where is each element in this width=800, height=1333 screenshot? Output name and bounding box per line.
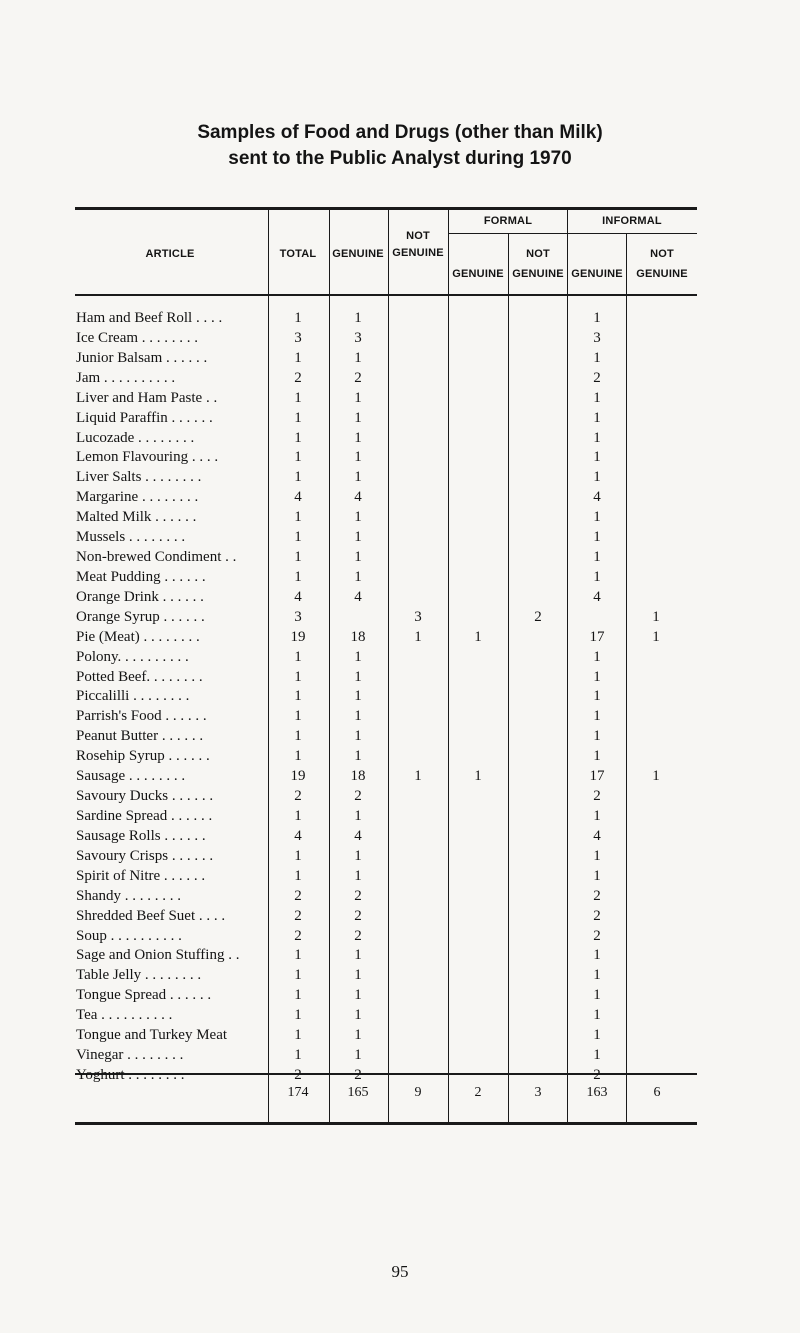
article-name: Spirit of Nitre . . . . . .: [76, 867, 206, 884]
article-name: Piccalilli . . . . . . . .: [76, 688, 190, 705]
cell-genuine: 1: [354, 867, 362, 884]
cell-not-genuine: 1: [414, 628, 422, 645]
table-row: [0, 467, 800, 487]
article-name: Yoghurt . . . . . . . .: [76, 1066, 185, 1083]
article-name: Tea . . . . . . . . . .: [76, 1007, 173, 1024]
header-formal: FORMAL: [483, 215, 533, 227]
cell-total: 19: [290, 628, 306, 645]
cell-total: 1: [294, 529, 302, 546]
formal-informal-rule: [448, 233, 697, 234]
cell-total: 2: [294, 369, 302, 386]
table-row: [0, 627, 800, 647]
cell-informal-genuine: 1: [593, 349, 601, 366]
cell-total: 1: [294, 728, 302, 745]
article-name: Sausage Rolls . . . . . .: [76, 827, 206, 844]
cell-informal-genuine: 1: [593, 748, 601, 765]
cell-total: 1: [294, 1007, 302, 1024]
cell-informal-genuine: 1: [593, 449, 601, 466]
cell-informal-genuine: 3: [593, 329, 601, 346]
cell-total: 1: [294, 409, 302, 426]
cell-formal-genuine: 1: [474, 628, 482, 645]
article-name: Potted Beef. . . . . . . .: [76, 668, 203, 685]
table-row: [0, 348, 800, 368]
cell-genuine: 1: [354, 748, 362, 765]
cell-total: 3: [294, 608, 302, 625]
cell-total: 1: [294, 429, 302, 446]
cell-genuine: 1: [354, 808, 362, 824]
cell-genuine: 18: [350, 768, 366, 785]
cell-informal-genuine: 1: [593, 469, 601, 486]
article-name: Sardine Spread . . . . . .: [76, 808, 213, 824]
table-row: [0, 607, 800, 627]
cell-informal-genuine: 1: [593, 847, 601, 864]
cell-total: 19: [290, 768, 306, 785]
cell-total: 1: [294, 509, 302, 526]
cell-informal-genuine: 1: [593, 509, 601, 526]
article-name: Ham and Beef Roll . . . .: [76, 310, 223, 326]
table-row: [0, 726, 800, 746]
cell-informal-genuine: 2: [593, 788, 601, 805]
page-title: Samples of Food and Drugs (other than Milk): [197, 122, 603, 143]
cell-genuine: 2: [354, 927, 362, 944]
cell-genuine: 1: [354, 668, 362, 685]
cell-total: 1: [294, 847, 302, 864]
header-informal: INFORMAL: [602, 215, 662, 227]
table-row: [0, 866, 800, 886]
table-row: [0, 428, 800, 448]
cell-genuine: 1: [354, 469, 362, 486]
table-row: [0, 846, 800, 866]
article-name: Junior Balsam . . . . . .: [76, 349, 208, 366]
table-row: [0, 1025, 800, 1045]
total-sum: 174: [287, 1085, 309, 1100]
table-row: [0, 806, 800, 826]
article-name: Lucozade . . . . . . . .: [76, 429, 195, 446]
article-name: Vinegar . . . . . . . .: [76, 1047, 184, 1064]
table-row: [0, 766, 800, 786]
cell-informal-genuine: 1: [593, 728, 601, 745]
cell-genuine: 1: [354, 409, 362, 426]
formal-genuine-sum: 2: [474, 1085, 482, 1100]
cell-total: 1: [294, 967, 302, 984]
cell-informal-genuine: 1: [593, 688, 601, 705]
cell-genuine: 1: [354, 987, 362, 1004]
informal-not-genuine-sum: 6: [653, 1085, 661, 1100]
table-row: [0, 647, 800, 667]
cell-total: 1: [294, 748, 302, 765]
article-name: Lemon Flavouring . . . .: [76, 449, 219, 466]
article-name: Tongue Spread . . . . . .: [76, 987, 212, 1004]
article-name: Polony. . . . . . . . . .: [76, 648, 189, 665]
cell-informal-not-genuine: 1: [652, 628, 660, 645]
article-name: Meat Pudding . . . . . .: [76, 568, 206, 585]
cell-genuine: 1: [354, 648, 362, 665]
cell-informal-not-genuine: 1: [652, 768, 660, 785]
cell-informal-genuine: 2: [593, 907, 601, 924]
header-informal-not-bottom: GENUINE: [636, 268, 688, 280]
cell-genuine: 4: [354, 588, 362, 605]
table-row: [0, 826, 800, 846]
table-row: [0, 926, 800, 946]
cell-total: 4: [294, 588, 302, 605]
cell-informal-genuine: 1: [593, 808, 601, 824]
article-name: Orange Syrup . . . . . .: [76, 608, 205, 625]
cell-total: 1: [294, 389, 302, 406]
cell-formal-not-genuine: 2: [534, 608, 542, 625]
cell-genuine: 1: [354, 349, 362, 366]
table-row: [0, 786, 800, 806]
cell-informal-genuine: 1: [593, 668, 601, 685]
article-name: Peanut Butter . . . . . .: [76, 728, 204, 745]
table-row: [0, 1005, 800, 1025]
cell-total: 1: [294, 648, 302, 665]
cell-genuine: 2: [354, 369, 362, 386]
cell-informal-genuine: 2: [593, 1066, 601, 1083]
table-row: [0, 408, 800, 428]
article-name: Shredded Beef Suet . . . .: [76, 907, 226, 924]
cell-genuine: 1: [354, 449, 362, 466]
cell-informal-genuine: 1: [593, 568, 601, 585]
cell-total: 1: [294, 947, 302, 964]
header-not-genuine-bottom: GENUINE: [392, 247, 444, 259]
cell-informal-genuine: 1: [593, 1007, 601, 1024]
cell-total: 1: [294, 708, 302, 725]
cell-total: 1: [294, 808, 302, 824]
cell-informal-genuine: 1: [593, 429, 601, 446]
article-name: Pie (Meat) . . . . . . . .: [76, 628, 200, 645]
cell-total: 1: [294, 668, 302, 685]
cell-informal-genuine: 17: [589, 628, 605, 645]
cell-total: 1: [294, 688, 302, 705]
cell-total: 1: [294, 469, 302, 486]
cell-genuine: 1: [354, 1007, 362, 1024]
cell-informal-genuine: 1: [593, 867, 601, 884]
article-name: Non-brewed Condiment . .: [76, 549, 237, 566]
article-name: Sage and Onion Stuffing . .: [76, 947, 240, 964]
cell-informal-genuine: 1: [593, 389, 601, 406]
cell-genuine: 1: [354, 847, 362, 864]
cell-genuine: 1: [354, 1047, 362, 1064]
table-bottom-rule: [75, 1122, 697, 1125]
header-genuine: GENUINE: [332, 248, 384, 260]
cell-informal-genuine: 17: [589, 768, 605, 785]
cell-informal-genuine: 4: [593, 827, 601, 844]
cell-informal-genuine: 1: [593, 967, 601, 984]
table-row: [0, 965, 800, 985]
table-row: [0, 886, 800, 906]
cell-informal-genuine: 1: [593, 409, 601, 426]
table-row: [0, 945, 800, 965]
article-name: Parrish's Food . . . . . .: [76, 708, 207, 725]
table-row: [0, 547, 800, 567]
cell-total: 2: [294, 887, 302, 904]
cell-total: 2: [294, 1066, 302, 1083]
article-name: Malted Milk . . . . . .: [76, 509, 197, 526]
cell-genuine: 2: [354, 788, 362, 805]
article-name: Mussels . . . . . . . .: [76, 529, 186, 546]
table-row: [0, 746, 800, 766]
header-article: ARTICLE: [145, 248, 195, 260]
cell-informal-genuine: 1: [593, 1047, 601, 1064]
cell-informal-genuine: 2: [593, 927, 601, 944]
cell-genuine: 2: [354, 907, 362, 924]
table-row: [0, 388, 800, 408]
article-name: Savoury Crisps . . . . . .: [76, 847, 214, 864]
article-name: Liver Salts . . . . . . . .: [76, 469, 202, 486]
cell-genuine: 1: [354, 728, 362, 745]
cell-informal-genuine: 1: [593, 549, 601, 566]
cell-genuine: 1: [354, 549, 362, 566]
cell-informal-genuine: 4: [593, 489, 601, 506]
table-top-rule: [75, 207, 697, 210]
cell-total: 2: [294, 907, 302, 924]
article-name: Liquid Paraffin . . . . . .: [76, 409, 213, 426]
cell-genuine: 1: [354, 310, 362, 326]
cell-informal-genuine: 1: [593, 708, 601, 725]
cell-genuine: 4: [354, 827, 362, 844]
table-row: [0, 527, 800, 547]
cell-total: 1: [294, 987, 302, 1004]
article-name: Sausage . . . . . . . .: [76, 768, 186, 785]
table-row: [0, 686, 800, 706]
cell-genuine: 1: [354, 1027, 362, 1044]
cell-genuine: 1: [354, 529, 362, 546]
informal-genuine-sum: 163: [586, 1085, 608, 1100]
cell-total: 1: [294, 568, 302, 585]
cell-total: 1: [294, 449, 302, 466]
header-total: TOTAL: [279, 248, 317, 260]
header-bottom-rule: [75, 294, 697, 296]
cell-informal-genuine: 1: [593, 1027, 601, 1044]
cell-genuine: 4: [354, 489, 362, 506]
table-row: [0, 308, 800, 328]
table-row: [0, 1065, 800, 1085]
cell-not-genuine: 3: [414, 608, 422, 625]
genuine-sum: 165: [347, 1085, 369, 1100]
table-row: [0, 985, 800, 1005]
table-row: [0, 1045, 800, 1065]
cell-total: 1: [294, 549, 302, 566]
cell-total: 1: [294, 349, 302, 366]
header-formal-not-top: NOT: [526, 248, 550, 260]
cell-genuine: 1: [354, 429, 362, 446]
table-row: [0, 368, 800, 388]
table-row: [0, 487, 800, 507]
cell-total: 3: [294, 329, 302, 346]
cell-total: 2: [294, 788, 302, 805]
cell-not-genuine: 1: [414, 768, 422, 785]
table-row: [0, 706, 800, 726]
article-name: Orange Drink . . . . . .: [76, 588, 204, 605]
table-row: [0, 447, 800, 467]
article-name: Margarine . . . . . . . .: [76, 489, 199, 506]
table-row: [0, 567, 800, 587]
cell-genuine: 1: [354, 568, 362, 585]
cell-informal-not-genuine: 1: [652, 608, 660, 625]
cell-informal-genuine: 4: [593, 588, 601, 605]
cell-informal-genuine: 2: [593, 887, 601, 904]
header-not-genuine-top: NOT: [406, 230, 430, 242]
cell-total: 1: [294, 310, 302, 326]
cell-genuine: 2: [354, 887, 362, 904]
cell-total: 1: [294, 867, 302, 884]
cell-genuine: 1: [354, 389, 362, 406]
cell-total: 4: [294, 489, 302, 506]
header-formal-genuine: GENUINE: [452, 268, 504, 280]
cell-genuine: 1: [354, 509, 362, 526]
header-informal-not-top: NOT: [650, 248, 674, 260]
page-subtitle: sent to the Public Analyst during 1970: [228, 148, 572, 169]
cell-genuine: 1: [354, 967, 362, 984]
table-row: [0, 906, 800, 926]
article-name: Savoury Ducks . . . . . .: [76, 788, 214, 805]
article-name: Table Jelly . . . . . . . .: [76, 967, 202, 984]
header-formal-not-bottom: GENUINE: [512, 268, 564, 280]
cell-informal-genuine: 1: [593, 310, 601, 326]
table-row: [0, 328, 800, 348]
article-name: Shandy . . . . . . . .: [76, 887, 181, 904]
article-name: Ice Cream . . . . . . . .: [76, 329, 199, 346]
cell-informal-genuine: 1: [593, 987, 601, 1004]
not-genuine-sum: 9: [414, 1085, 422, 1100]
cell-informal-genuine: 1: [593, 648, 601, 665]
article-name: Jam . . . . . . . . . .: [76, 369, 176, 386]
cell-genuine: 1: [354, 947, 362, 964]
page-number: 95: [391, 1262, 409, 1281]
article-name: Liver and Ham Paste . .: [76, 389, 218, 406]
article-name: Soup . . . . . . . . . .: [76, 927, 182, 944]
cell-total: 2: [294, 927, 302, 944]
cell-informal-genuine: 1: [593, 947, 601, 964]
cell-formal-genuine: 1: [474, 768, 482, 785]
formal-not-genuine-sum: 3: [534, 1085, 542, 1100]
cell-genuine: 18: [350, 628, 366, 645]
cell-genuine: 1: [354, 708, 362, 725]
cell-genuine: 2: [354, 1066, 362, 1083]
cell-total: 1: [294, 1047, 302, 1064]
cell-total: 4: [294, 827, 302, 844]
table-row: [0, 587, 800, 607]
header-informal-genuine: GENUINE: [571, 268, 623, 280]
article-name: Rosehip Syrup . . . . . .: [76, 748, 210, 765]
cell-genuine: 3: [354, 329, 362, 346]
cell-informal-genuine: 2: [593, 369, 601, 386]
cell-genuine: 1: [354, 688, 362, 705]
cell-total: 1: [294, 1027, 302, 1044]
article-name: Tongue and Turkey Meat: [76, 1027, 228, 1044]
cell-informal-genuine: 1: [593, 529, 601, 546]
table-row: [0, 667, 800, 687]
table-row: [0, 507, 800, 527]
